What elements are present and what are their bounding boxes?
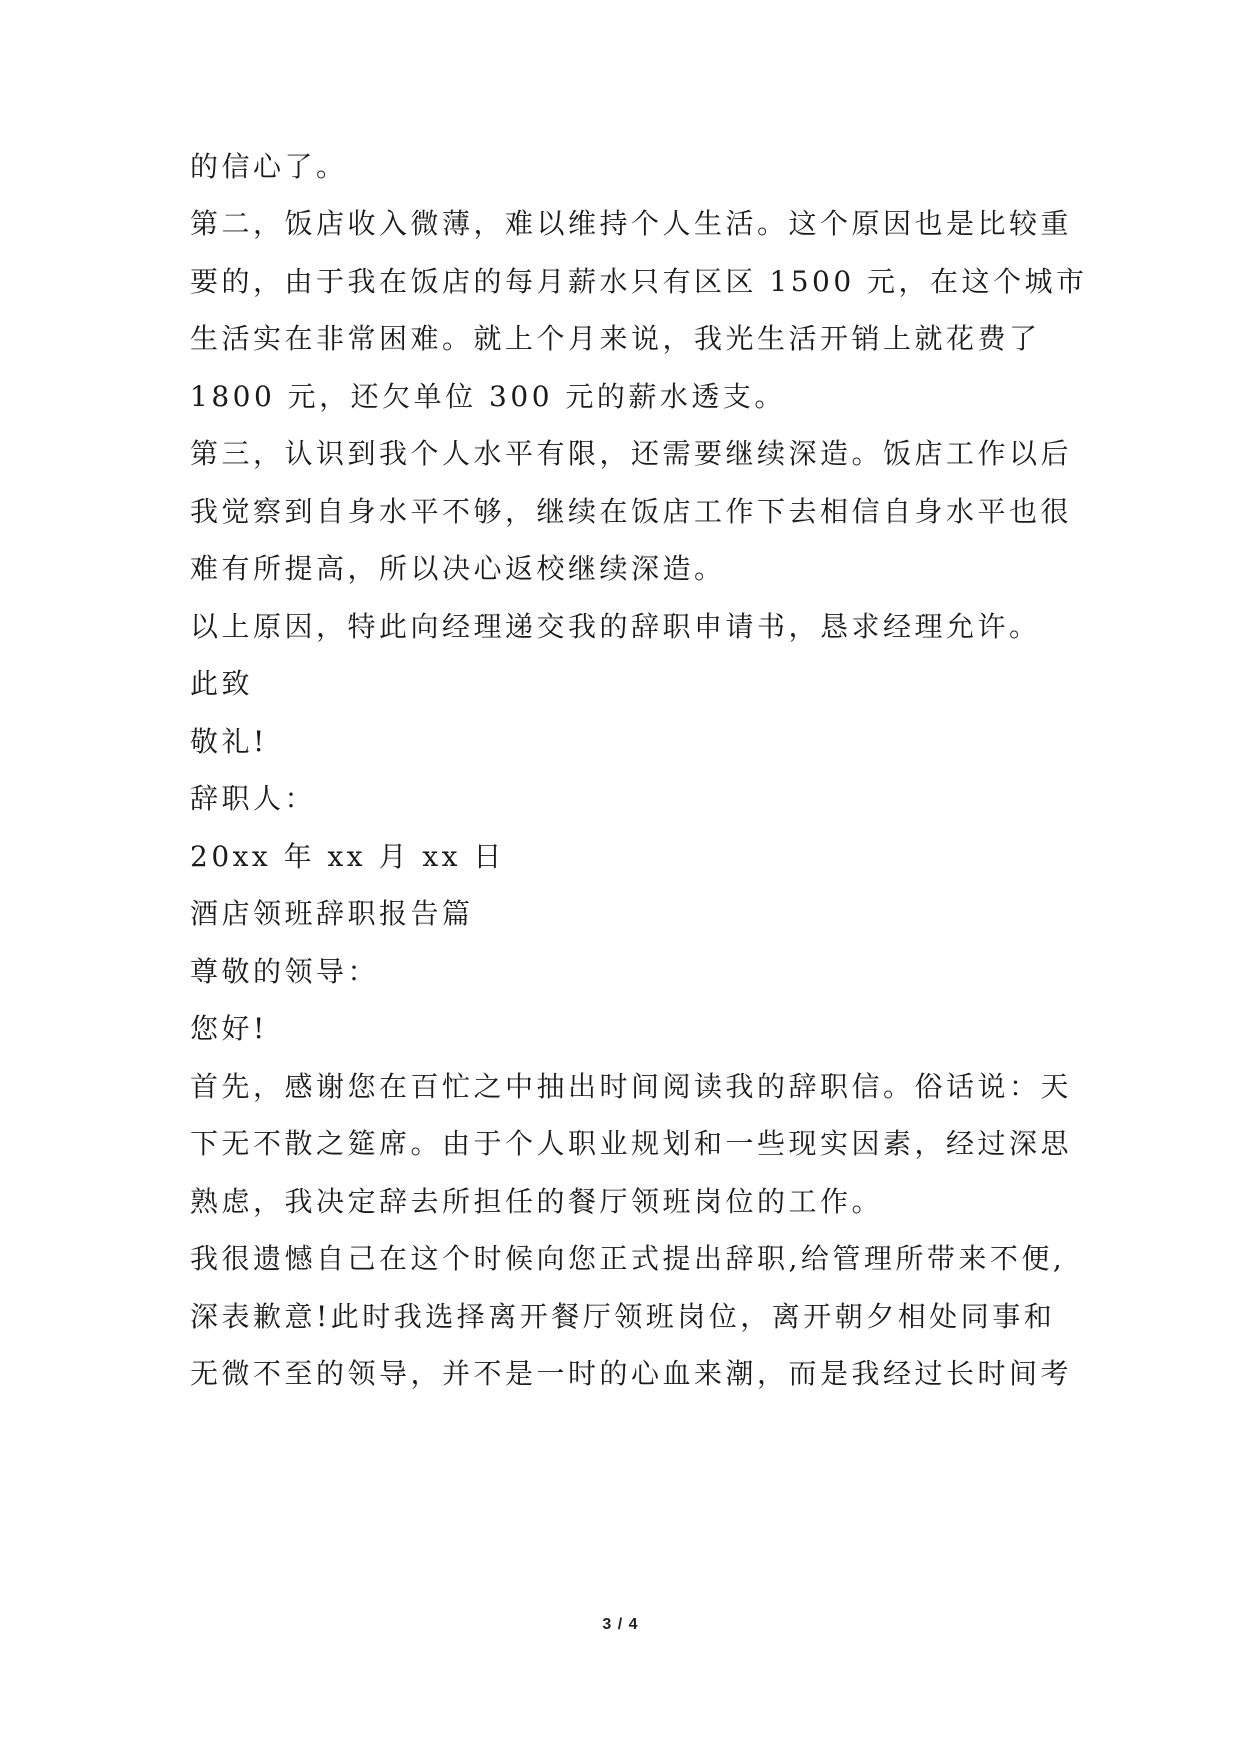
greeting: 尊敬的领导： — [190, 955, 380, 988]
text-line: 无微不至的领导，并不是一时的心血来潮，而是我经过长时间考 — [190, 1357, 1073, 1390]
text-line: 第二，饭店收入微薄，难以维持个人生活。这个原因也是比较重 — [190, 207, 1073, 240]
text-line: 深表歉意!此时我选择离开餐厅领班岗位，离开朝夕相处同事和 — [190, 1300, 1056, 1333]
text-line: 熟虑，我决定辞去所担任的餐厅领班岗位的工作。 — [190, 1185, 884, 1218]
closing-salutation: 敬礼! — [190, 725, 268, 758]
text-line: 的信心了。 — [190, 150, 348, 183]
text-line: 第三，认识到我个人水平有限，还需要继续深造。饭店工作以后 — [190, 437, 1073, 470]
text-line: 生活实在非常困难。就上个月来说，我光生活开销上就花费了 — [190, 322, 1041, 355]
page-number: 3 / 4 — [602, 1616, 639, 1633]
text-line: 首先，感谢您在百忙之中抽出时间阅读我的辞职信。俗话说：天 — [190, 1070, 1073, 1103]
text-line: 要的，由于我在饭店的每月薪水只有区区 1500 元，在这个城市 — [190, 265, 1088, 298]
text-line: 1800 元，还欠单位 300 元的薪水透支。 — [190, 380, 786, 413]
date-line: 20xx 年 xx 月 xx 日 — [190, 840, 505, 873]
section-title: 酒店领班辞职报告篇 — [190, 897, 474, 930]
text-line: 下无不散之筵席。由于个人职业规划和一些现实因素，经过深思 — [190, 1127, 1073, 1160]
text-line: 我很遗憾自己在这个时候向您正式提出辞职,给管理所带来不便, — [190, 1242, 1066, 1275]
closing-salutation: 此致 — [190, 667, 254, 700]
text-line: 我觉察到自身水平不够，继续在饭店工作下去相信自身水平也很 — [190, 495, 1073, 528]
signature-line: 辞职人： — [190, 782, 317, 815]
text-line: 以上原因，特此向经理递交我的辞职申请书，恳求经理允许。 — [190, 610, 1041, 643]
text-line: 难有所提高，所以决心返校继续深造。 — [190, 552, 726, 585]
greeting: 您好! — [190, 1012, 268, 1045]
